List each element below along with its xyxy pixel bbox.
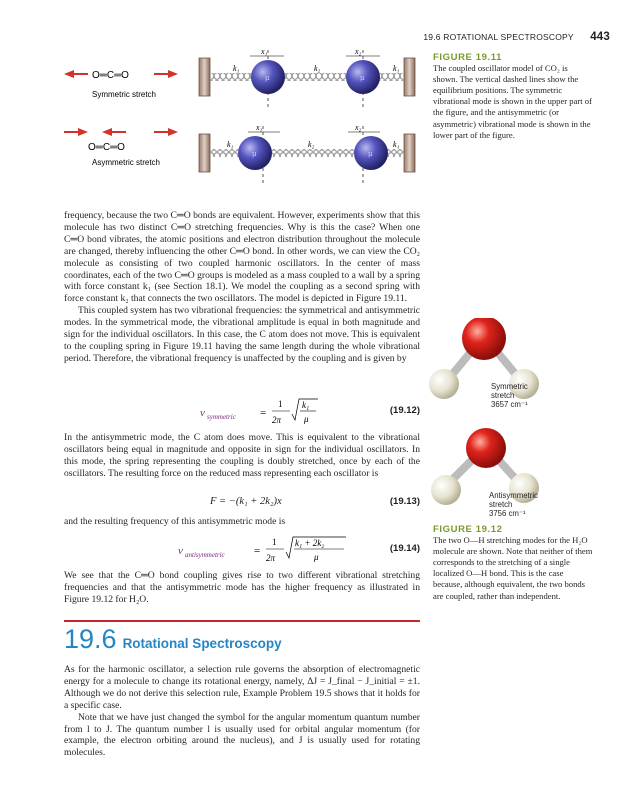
svg-text:k₂: k₂: [308, 140, 315, 149]
caption-text: The coupled oscillator model of CO₂ is shown. The vertical dashed lines show the equilibrium positions. The symmetric vibrational mode is shown in the upper part of the figure, and the antisymmetric (or asymmetric) vibrational mode is shown in the lower part of the figure.: [433, 63, 592, 140]
svg-text:k₁ + 2k₂: k₁ + 2k₂: [295, 538, 325, 548]
paragraph: In the antisymmetric mode, the C atom does move. This is equivalent to the vibrational oscillators being equal in magnitude and opposite in sign for the individual oscillators. In this mode, the spring representing the coupling is doubly stretched, once by each of the oscillators. The resulting force on the reduced mass representing each oscillator is: [64, 432, 420, 479]
svg-text:μ: μ: [304, 414, 309, 424]
symmetric-stretch-label: Symmetric stretch 3657 cm⁻¹: [491, 382, 528, 410]
figure-title: FIGURE 19.11: [433, 52, 502, 63]
svg-text:ν: ν: [200, 407, 205, 419]
svg-text:k₁: k₁: [393, 140, 400, 149]
svg-text:μ: μ: [265, 74, 270, 82]
oxygen-atom: [466, 428, 506, 468]
svg-text:2π: 2π: [272, 415, 282, 425]
equation-number: (19.14): [389, 543, 420, 554]
co2-asymmetric-molecule: [64, 128, 178, 153]
hydrogen-atom: [431, 475, 461, 505]
coupled-oscillator-diagram: [58, 48, 428, 188]
svg-text:2π: 2π: [266, 553, 276, 563]
molecule-formula: O═C═O: [92, 70, 129, 81]
running-header: [423, 31, 610, 43]
oscillator-bottom: [199, 123, 415, 186]
equation-number: (19.12): [389, 405, 420, 416]
figure-19-11-caption: [433, 52, 593, 141]
svg-text:x₂: x₂: [355, 48, 362, 56]
caption-text: The two O—H stretching modes for the H₂O molecule are shown. Note that neither of them corresponds to the stretching of a single localized O—H bond. This is the case because, although equivalent, the two bonds are coupled, rather than independent.: [433, 535, 593, 601]
svg-text:ν: ν: [178, 545, 183, 557]
section-number: 19.6: [64, 624, 117, 654]
antisymmetric-stretch-label: Antisymmetric stretch 3756 cm⁻¹: [489, 491, 538, 519]
hydrogen-atom: [429, 369, 459, 399]
oxygen-atom: [462, 318, 506, 360]
figure-title: FIGURE 19.12: [433, 524, 503, 535]
symmetric-frequency: 3657 cm⁻¹: [491, 400, 528, 410]
svg-text:1: 1: [272, 537, 277, 547]
body-block-2: [64, 432, 420, 480]
svg-text:x₁: x₁: [261, 48, 268, 56]
paragraph: We see that the C═O bond coupling gives rise to two different vibrational stretching frequencies and that the antisymmetric mode has the higher frequency as illustrated in Figure 19.12 for H₂O.: [64, 570, 420, 605]
svg-text:antisymmetric: antisymmetric: [185, 551, 225, 559]
paragraph: This coupled system has two vibrational frequencies: the symmetrical and antisymmetric modes. In the symmetrical mode, the vibrational amplitude is equal in both magnitude and sign for the individual oscillators. In this case, the C atom does not move. This is equivalent to the coupling spring in Figure 19.11 having the same length during the whole vibrational period. Therefore, the vibrational frequency is unaffected by the coupling and is given by: [64, 305, 420, 364]
molecule-formula: O═C═O: [88, 142, 125, 153]
section-rule: [64, 620, 420, 622]
svg-text:μ: μ: [368, 150, 373, 158]
sym-stretch-label: Symmetric stretch: [92, 90, 157, 99]
paragraph: frequency, because the two C═O bonds are equivalent. However, experiments show that this molecule has two distinct C═O stretching frequencies. Why is this the case? When one C═O bond vibrates, the atomic positions and electron distribution throughout the molecule are changed, thereby influencing the other C═O bond. In other words, we can view the CO₂ molecule as consisting of two coupled harmonic oscillators. In the center of mass coordinates, each of the two C═O groups is modeled as a mass coupled to a wall by a spring with force constant k₁ (see Section 18.1). We model the coupling as a second spring with force constant k₂ that connects the two oscillators. The model is depicted in Figure 19.11.: [64, 210, 420, 305]
svg-text:k₁: k₁: [233, 64, 240, 73]
svg-text:k₁: k₁: [227, 140, 234, 149]
svg-text:symmetric: symmetric: [207, 413, 236, 421]
paragraph: As for the harmonic oscillator, a selection rule governs the absorption of electromagnetic energy for a molecule to change its rotational energy, namely, ΔJ = J_final − J_initial = ±1. Although we do not derive this selection rule, Example Problem 19.5 shows that it holds for a specific case.: [64, 664, 420, 711]
section-title: Rotational Spectroscopy: [122, 636, 282, 651]
svg-text:x₂: x₂: [355, 123, 362, 132]
svg-text:x₁: x₁: [256, 123, 263, 132]
body-block-4: [64, 570, 420, 606]
paragraph: and the resulting frequency of this antisymmetric mode is: [64, 516, 286, 527]
svg-text:μ: μ: [314, 552, 319, 562]
equation-19-13: F = −(k₁ + 2k₂)x (19.13): [210, 496, 420, 507]
svg-text:=: =: [254, 545, 261, 557]
figure-19-11: [58, 48, 428, 188]
page-number: 443: [590, 31, 610, 43]
figure-19-12: [426, 318, 606, 518]
h2o-stretch-modes: [426, 318, 606, 518]
oscillator-top: [199, 48, 415, 108]
antisymmetric-frequency: 3756 cm⁻¹: [489, 509, 526, 519]
svg-text:k₁: k₁: [393, 64, 400, 73]
paragraph: Note that we have just changed the symbol for the angular momentum quantum number from l to J. The quantum number l is usually used for orbital angular momentum (for example, the electron orbiting around the nucleus), and J is usually used for rotating molecules.: [64, 711, 420, 759]
svg-text:k₁: k₁: [302, 400, 310, 410]
equation-number: (19.13): [389, 496, 420, 507]
running-title: 19.6 ROTATIONAL SPECTROSCOPY: [423, 32, 574, 42]
equation-19-14: [64, 534, 420, 564]
svg-text:μ: μ: [360, 74, 365, 82]
section-heading: [64, 624, 420, 655]
figure-19-12-caption: [433, 524, 593, 602]
body-block-3: [64, 516, 420, 528]
asym-stretch-label: Asymmetric stretch: [92, 158, 161, 167]
svg-text:1: 1: [278, 399, 283, 409]
body-block-5: [64, 664, 420, 759]
svg-text:μ: μ: [252, 150, 257, 158]
co2-symmetric-molecule: [64, 70, 178, 81]
body-block-1: [64, 210, 420, 365]
svg-text:k₂: k₂: [314, 64, 321, 73]
svg-text:=: =: [260, 407, 267, 419]
equation-19-12: [64, 396, 420, 426]
